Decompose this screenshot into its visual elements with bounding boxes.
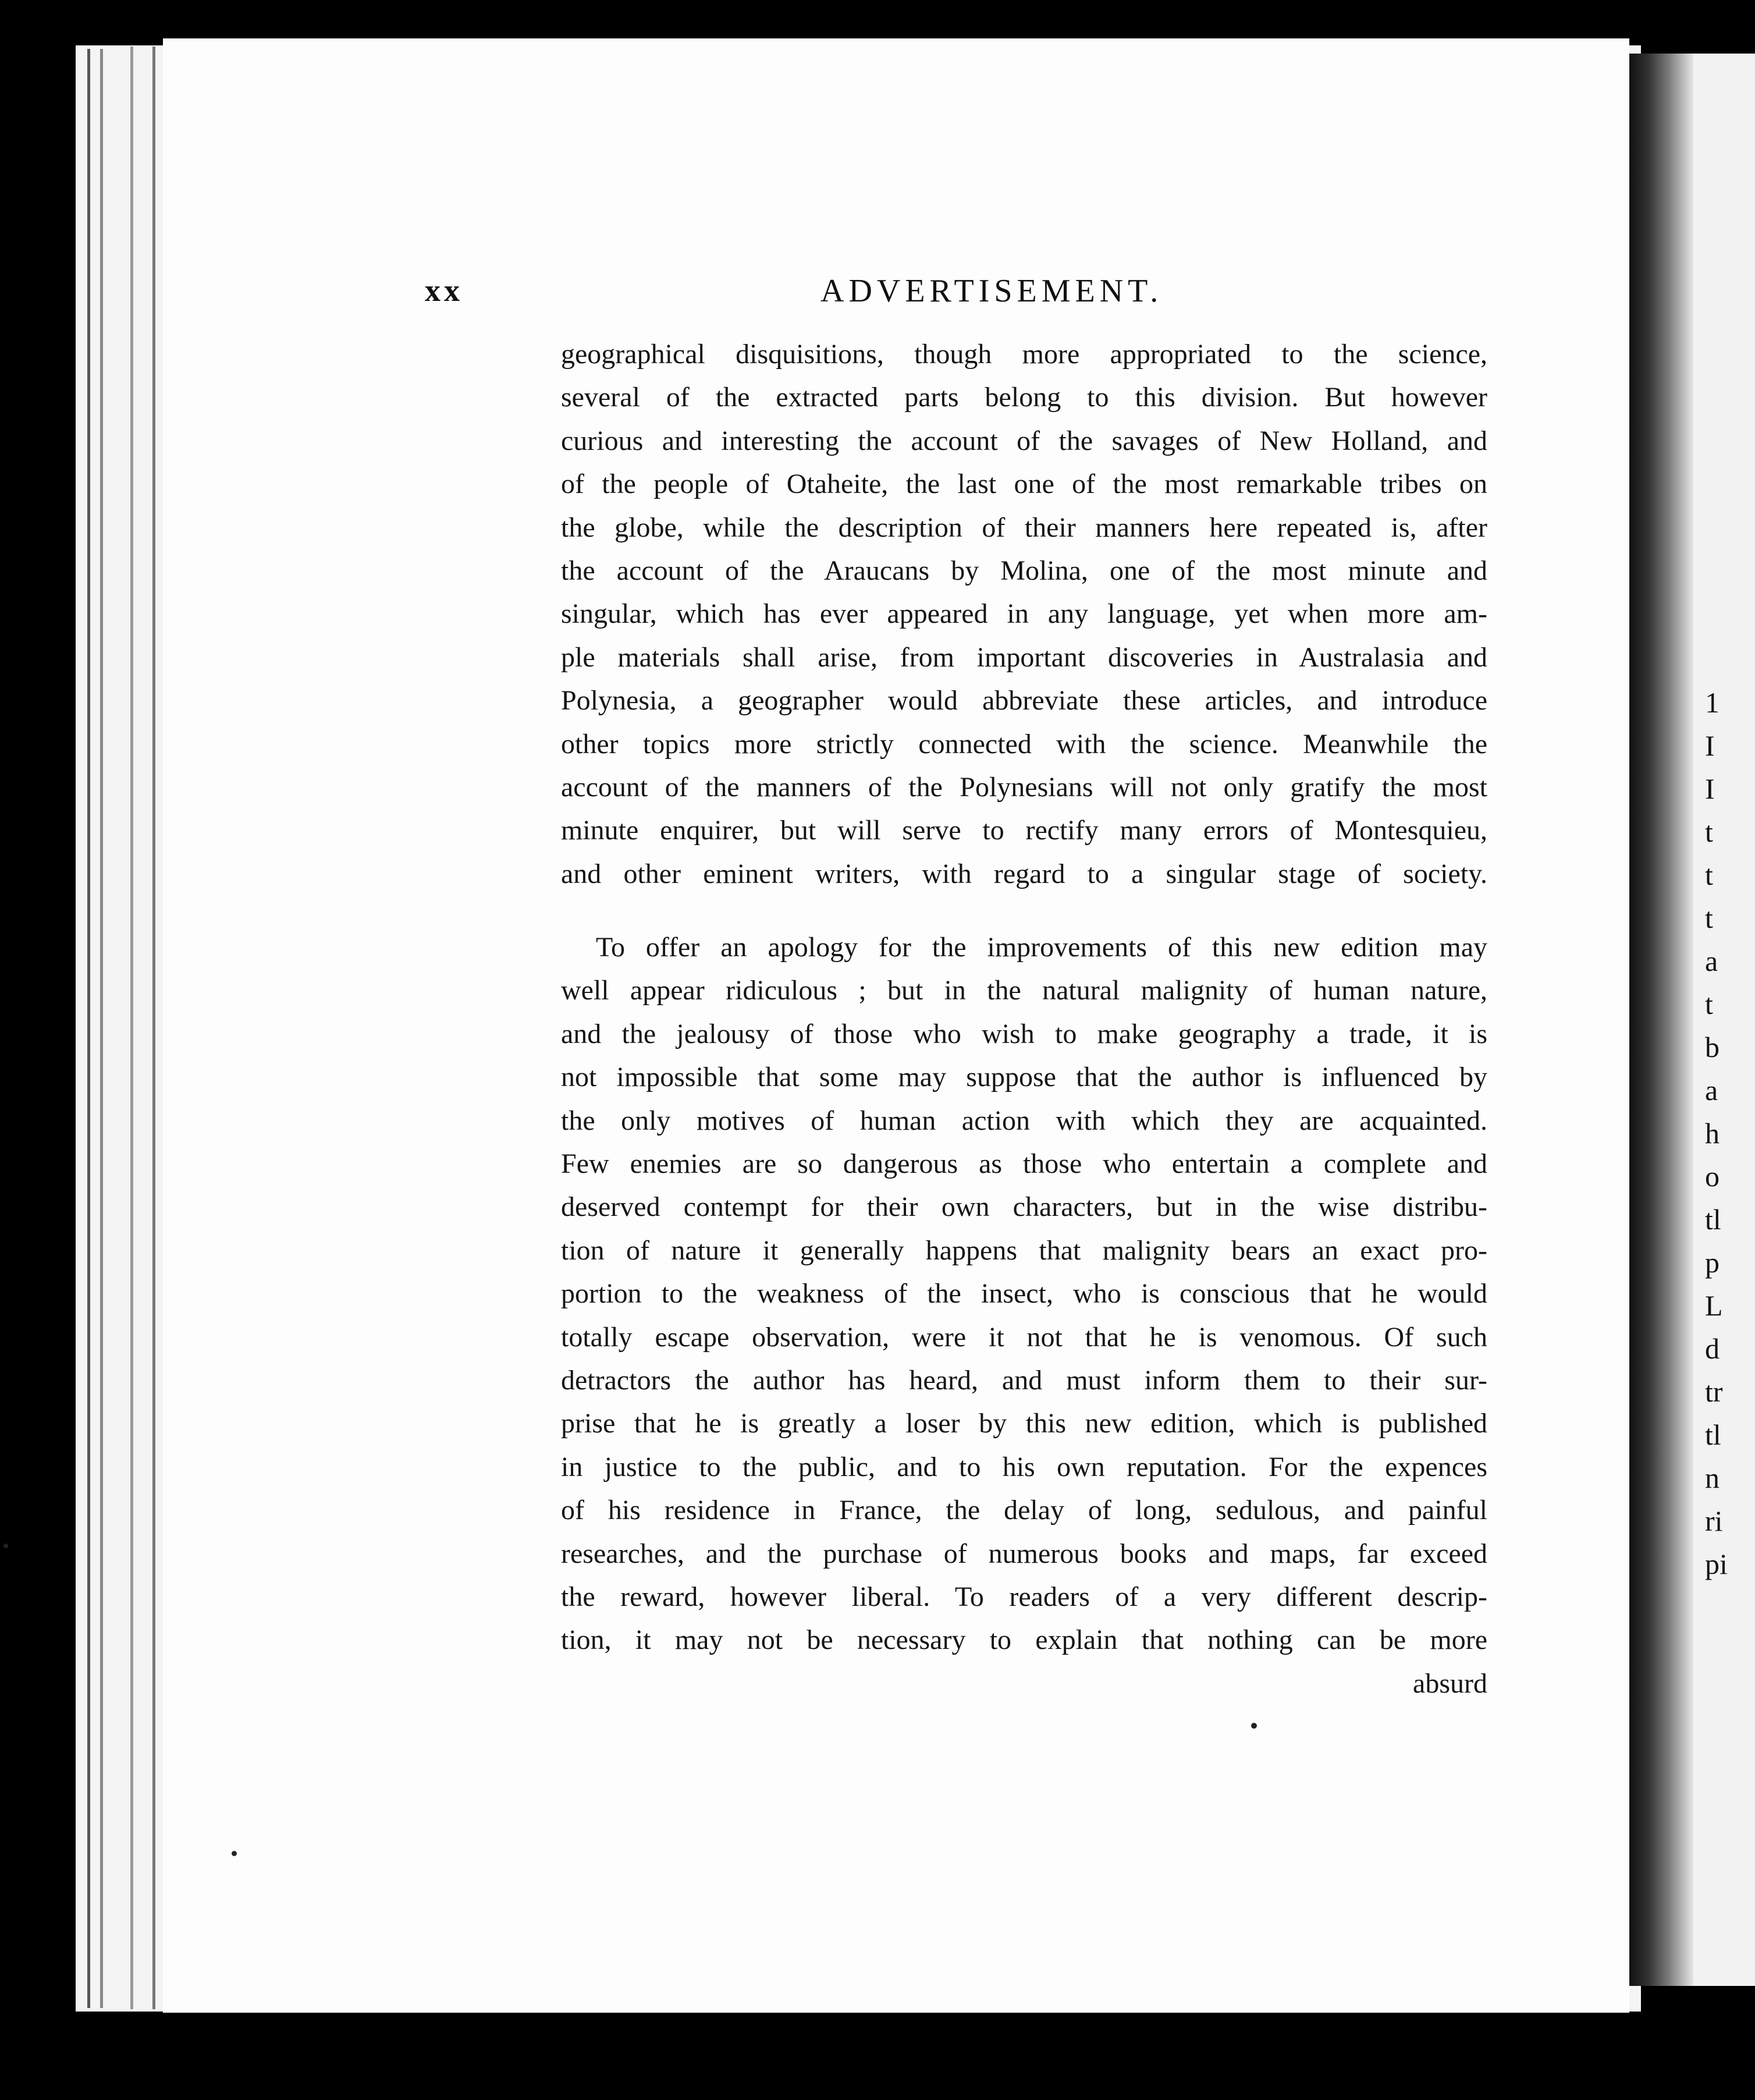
page-edge-line — [152, 47, 155, 2009]
fragment: 1 — [1705, 686, 1720, 719]
text-line: tion, it may not be necessary to explain that nothing can be more — [561, 1624, 1487, 1656]
specks — [1251, 1723, 1257, 1729]
text-line: curious and interesting the account of the savages of New Holland, and — [561, 425, 1487, 456]
fragment: a — [1705, 1074, 1718, 1106]
paragraph-gap — [561, 896, 1487, 926]
text-line: totally escape observation, were it not that he is venomous. Of such — [561, 1321, 1487, 1353]
text-line: the account of the Araucans by Molina, one of the most minute and — [561, 555, 1487, 586]
text-line: the globe, while the description of their manners here repeated is, after — [561, 512, 1487, 543]
fragment: h — [1705, 1117, 1720, 1150]
fragment: o — [1705, 1160, 1720, 1193]
text-line: deserved contempt for their own characters, but in the wise distribu- — [561, 1191, 1487, 1223]
text-line: in justice to the public, and to his own reputation. For the expences — [561, 1451, 1487, 1482]
text-line: minute enquirer, but will serve to rectify many errors of Montesquieu, — [561, 815, 1487, 846]
fragment: t — [1705, 815, 1713, 848]
specks — [3, 1544, 8, 1548]
fragment: b — [1705, 1031, 1720, 1063]
facing-page-fragments — [1705, 681, 1755, 1585]
page-edge-line — [130, 47, 133, 2009]
text-line: account of the manners of the Polynesians will not only gratify the most — [561, 771, 1487, 803]
fragment: tr — [1705, 1375, 1723, 1408]
running-head-title: ADVERTISEMENT. — [820, 273, 1163, 309]
fragment: ri — [1705, 1505, 1723, 1537]
text-line: ple materials shall arise, from important discoveries in Australasia and — [561, 641, 1487, 673]
text-line: of his residence in France, the delay of long, sedulous, and painful — [561, 1495, 1487, 1526]
fragment: pi — [1705, 1548, 1728, 1580]
catchword: absurd — [1413, 1668, 1487, 1699]
text-line: To offer an apology for the improvements of this new edition may — [596, 932, 1487, 963]
specks — [232, 1851, 237, 1856]
text-line: tion of nature it generally happens that malignity bears an exact pro- — [561, 1235, 1487, 1266]
text-line: Few enemies are so dangerous as those who entertain a complete and — [561, 1148, 1487, 1180]
page-edge-line — [100, 49, 103, 2008]
page-edge-line — [87, 49, 90, 2008]
text-line: portion to the weakness of the insect, who is conscious that he would — [561, 1278, 1487, 1310]
text-line: several of the extracted parts belong to this division. But however — [561, 382, 1487, 413]
fragment: t — [1705, 859, 1713, 891]
text-line: singular, which has ever appeared in any language, yet when more am- — [561, 598, 1487, 630]
page-number: xx — [425, 273, 463, 308]
text-line: Polynesia, a geographer would abbreviate these articles, and introduce — [561, 685, 1487, 716]
fragment: tl — [1705, 1203, 1721, 1236]
fragment: d — [1705, 1332, 1720, 1365]
fragment: a — [1705, 945, 1718, 977]
fragment: t — [1705, 988, 1713, 1020]
text-line: the only motives of human action with which they are acquainted. — [561, 1105, 1487, 1136]
fragment: L — [1705, 1289, 1723, 1322]
fragment: n — [1705, 1462, 1720, 1494]
text-line: of the people of Otaheite, the last one of the most remarkable tribes on — [561, 469, 1487, 500]
text-line: and the jealousy of those who wish to make geography a trade, it is — [561, 1018, 1487, 1049]
fragment: tl — [1705, 1418, 1721, 1451]
text-line: well appear ridiculous ; but in the natural malignity of human nature, — [561, 975, 1487, 1006]
text-line: geographical disquisitions, though more appropriated to the science, — [561, 339, 1487, 370]
paragraph-1 — [561, 333, 1487, 896]
gutter-shadow — [1629, 54, 1693, 1986]
text-line: detractors the author has heard, and must inform them to their sur- — [561, 1364, 1487, 1396]
fragment: I — [1705, 729, 1715, 762]
running-head — [425, 272, 1490, 319]
fragment: t — [1705, 902, 1713, 934]
fragment: p — [1705, 1246, 1720, 1279]
text-line: not impossible that some may suppose that the author is influenced by — [561, 1062, 1487, 1093]
text-line: prise that he is greatly a loser by this new edition, which is published — [561, 1408, 1487, 1439]
fragment: I — [1705, 772, 1715, 805]
text-line: the reward, however liberal. To readers of a very different descrip- — [561, 1581, 1487, 1612]
text-line: and other eminent writers, with regard to a singular stage of society. — [561, 858, 1487, 889]
body-text — [561, 333, 1487, 1705]
paragraph-2 — [561, 926, 1487, 1662]
text-line: researches, and the purchase of numerous books and maps, far exceed — [561, 1538, 1487, 1569]
text-line: other topics more strictly connected with the science. Meanwhile the — [561, 728, 1487, 760]
